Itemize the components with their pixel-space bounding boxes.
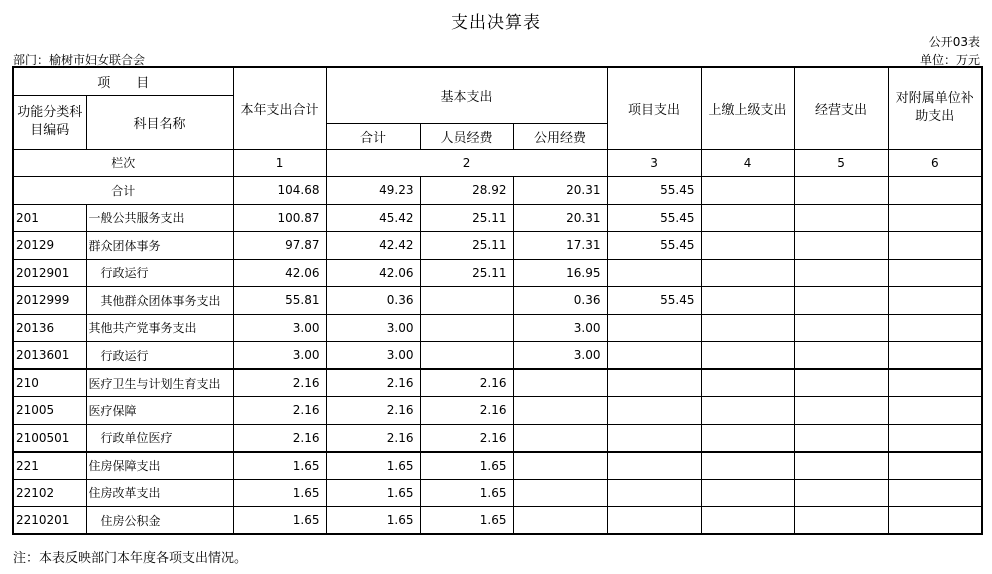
- row-basic-total: 3.00: [326, 342, 420, 370]
- row-name: 住房保障支出: [86, 452, 233, 480]
- row-project: [607, 314, 701, 342]
- row-personnel: 25.11: [420, 204, 513, 232]
- row-personnel: 25.11: [420, 259, 513, 287]
- row-name: 行政运行: [86, 259, 233, 287]
- row-name: 医疗卫生与计划生育支出: [86, 369, 233, 397]
- row-upper: [701, 232, 794, 260]
- row-upper: [701, 204, 794, 232]
- total-row-upper: [701, 176, 794, 204]
- row-public: [513, 424, 607, 452]
- row-business: [794, 397, 888, 425]
- row-personnel: 2.16: [420, 397, 513, 425]
- table-row: [13, 287, 982, 315]
- total-row-basic-total: 49.23: [326, 176, 420, 204]
- row-business: [794, 232, 888, 260]
- page-title: 支出决算表: [451, 13, 541, 33]
- row-personnel: [420, 287, 513, 315]
- row-basic-total: 2.16: [326, 424, 420, 452]
- row-name: 一般公共服务支出: [86, 204, 233, 232]
- row-project: 55.45: [607, 287, 701, 315]
- header-func-code: 功能分类科目编码: [13, 95, 86, 149]
- row-code: 2012901: [13, 259, 86, 287]
- row-code: 2013601: [13, 342, 86, 370]
- row-upper: [701, 287, 794, 315]
- row-subsidy: [888, 424, 982, 452]
- row-total: 97.87: [233, 232, 326, 260]
- header-basic: 基本支出: [326, 67, 607, 123]
- table-row: [13, 479, 982, 507]
- row-total: 2.16: [233, 397, 326, 425]
- row-subsidy: [888, 342, 982, 370]
- row-code: 20129: [13, 232, 86, 260]
- row-upper: [701, 424, 794, 452]
- row-public: 3.00: [513, 314, 607, 342]
- row-basic-total: 2.16: [326, 397, 420, 425]
- row-basic-total: 1.65: [326, 507, 420, 535]
- table-row: [13, 452, 982, 480]
- row-basic-total: 3.00: [326, 314, 420, 342]
- table-row: [13, 424, 982, 452]
- row-project: [607, 369, 701, 397]
- column-index-3: 3: [607, 149, 701, 176]
- row-project: 55.45: [607, 232, 701, 260]
- row-name: 其他共产党事务支出: [86, 314, 233, 342]
- total-row-business: [794, 176, 888, 204]
- row-basic-total: 45.42: [326, 204, 420, 232]
- row-project: [607, 342, 701, 370]
- row-subsidy: [888, 397, 982, 425]
- unit-label: 单位：万元: [919, 53, 980, 67]
- row-upper: [701, 369, 794, 397]
- total-row-total: 104.68: [233, 176, 326, 204]
- row-basic-total: 1.65: [326, 452, 420, 480]
- row-code: 2210201: [13, 507, 86, 535]
- row-basic-total: 2.16: [326, 369, 420, 397]
- footnote: 注：本表反映部门本年度各项支出情况。: [13, 551, 248, 566]
- row-upper: [701, 479, 794, 507]
- row-code: 2100501: [13, 424, 86, 452]
- row-project: [607, 424, 701, 452]
- row-total: 100.87: [233, 204, 326, 232]
- row-subsidy: [888, 507, 982, 535]
- row-code: 20136: [13, 314, 86, 342]
- row-total: 1.65: [233, 507, 326, 535]
- row-subsidy: [888, 369, 982, 397]
- row-project: [607, 507, 701, 535]
- row-name: 医疗保障: [86, 397, 233, 425]
- table-row: [13, 232, 982, 260]
- header-basic-total: 合计: [326, 123, 420, 149]
- row-project: 55.45: [607, 204, 701, 232]
- row-business: [794, 479, 888, 507]
- row-personnel: [420, 314, 513, 342]
- form-code: 公开03表: [928, 35, 980, 49]
- row-public: 3.00: [513, 342, 607, 370]
- row-name: 其他群众团体事务支出: [86, 287, 233, 315]
- row-public: [513, 507, 607, 535]
- row-public: 0.36: [513, 287, 607, 315]
- row-subsidy: [888, 314, 982, 342]
- column-index-2: 2: [326, 149, 607, 176]
- column-index-1: 1: [233, 149, 326, 176]
- column-index-row: [13, 149, 982, 176]
- total-row-public: 20.31: [513, 176, 607, 204]
- column-index-label: 栏次: [13, 149, 233, 176]
- row-personnel: [420, 342, 513, 370]
- row-business: [794, 287, 888, 315]
- row-personnel: 2.16: [420, 424, 513, 452]
- row-project: [607, 452, 701, 480]
- table-row: [13, 369, 982, 397]
- row-public: [513, 452, 607, 480]
- table-row: [13, 259, 982, 287]
- row-public: 16.95: [513, 259, 607, 287]
- row-public: [513, 369, 607, 397]
- row-name: 住房改革支出: [86, 479, 233, 507]
- row-business: [794, 342, 888, 370]
- row-code: 201: [13, 204, 86, 232]
- row-total: 3.00: [233, 314, 326, 342]
- row-total: 1.65: [233, 479, 326, 507]
- column-index-6: 6: [888, 149, 982, 176]
- row-project: [607, 479, 701, 507]
- column-index-5: 5: [794, 149, 888, 176]
- row-public: [513, 397, 607, 425]
- row-total: 3.00: [233, 342, 326, 370]
- row-upper: [701, 314, 794, 342]
- header-personnel: 人员经费: [420, 123, 513, 149]
- header-public: 公用经费: [513, 123, 607, 149]
- row-public: 20.31: [513, 204, 607, 232]
- table-row: [13, 342, 982, 370]
- row-total: 42.06: [233, 259, 326, 287]
- row-subsidy: [888, 204, 982, 232]
- row-basic-total: 42.42: [326, 232, 420, 260]
- row-basic-total: 0.36: [326, 287, 420, 315]
- row-subsidy: [888, 259, 982, 287]
- expenditure-table: [12, 66, 983, 535]
- row-name: 行政运行: [86, 342, 233, 370]
- table-row: [13, 204, 982, 232]
- row-code: 2012999: [13, 287, 86, 315]
- row-code: 221: [13, 452, 86, 480]
- row-upper: [701, 507, 794, 535]
- table-row: [13, 397, 982, 425]
- row-business: [794, 259, 888, 287]
- row-business: [794, 507, 888, 535]
- row-subsidy: [888, 287, 982, 315]
- row-name: 行政单位医疗: [86, 424, 233, 452]
- row-project: [607, 259, 701, 287]
- row-upper: [701, 452, 794, 480]
- header-upper: 上缴上级支出: [701, 67, 794, 149]
- total-row: [13, 176, 982, 204]
- table-row: [13, 314, 982, 342]
- total-row-label: 合计: [13, 176, 233, 204]
- row-upper: [701, 342, 794, 370]
- row-total: 2.16: [233, 424, 326, 452]
- row-business: [794, 369, 888, 397]
- row-project: [607, 397, 701, 425]
- row-basic-total: 1.65: [326, 479, 420, 507]
- row-subsidy: [888, 479, 982, 507]
- row-upper: [701, 259, 794, 287]
- row-code: 22102: [13, 479, 86, 507]
- row-business: [794, 204, 888, 232]
- header-business: 经营支出: [794, 67, 888, 149]
- table-row: [13, 507, 982, 535]
- row-total: 2.16: [233, 369, 326, 397]
- header-item: 项 目: [13, 67, 233, 95]
- row-personnel: 25.11: [420, 232, 513, 260]
- row-upper: [701, 397, 794, 425]
- row-total: 55.81: [233, 287, 326, 315]
- row-personnel: 2.16: [420, 369, 513, 397]
- row-business: [794, 314, 888, 342]
- total-row-project: 55.45: [607, 176, 701, 204]
- row-subsidy: [888, 232, 982, 260]
- header-subsidy: 对附属单位补助支出: [888, 67, 982, 149]
- row-basic-total: 42.06: [326, 259, 420, 287]
- row-name: 住房公积金: [86, 507, 233, 535]
- row-business: [794, 452, 888, 480]
- department-label: 部门：榆树市妇女联合会: [13, 53, 146, 67]
- row-code: 21005: [13, 397, 86, 425]
- row-name: 群众团体事务: [86, 232, 233, 260]
- row-total: 1.65: [233, 452, 326, 480]
- column-index-4: 4: [701, 149, 794, 176]
- header-total: 本年支出合计: [233, 67, 326, 149]
- row-personnel: 1.65: [420, 452, 513, 480]
- row-personnel: 1.65: [420, 479, 513, 507]
- row-code: 210: [13, 369, 86, 397]
- total-row-subsidy: [888, 176, 982, 204]
- row-personnel: 1.65: [420, 507, 513, 535]
- header-subject-name: 科目名称: [86, 95, 233, 149]
- header-project: 项目支出: [607, 67, 701, 149]
- row-public: [513, 479, 607, 507]
- total-row-personnel: 28.92: [420, 176, 513, 204]
- row-business: [794, 424, 888, 452]
- row-public: 17.31: [513, 232, 607, 260]
- row-subsidy: [888, 452, 982, 480]
